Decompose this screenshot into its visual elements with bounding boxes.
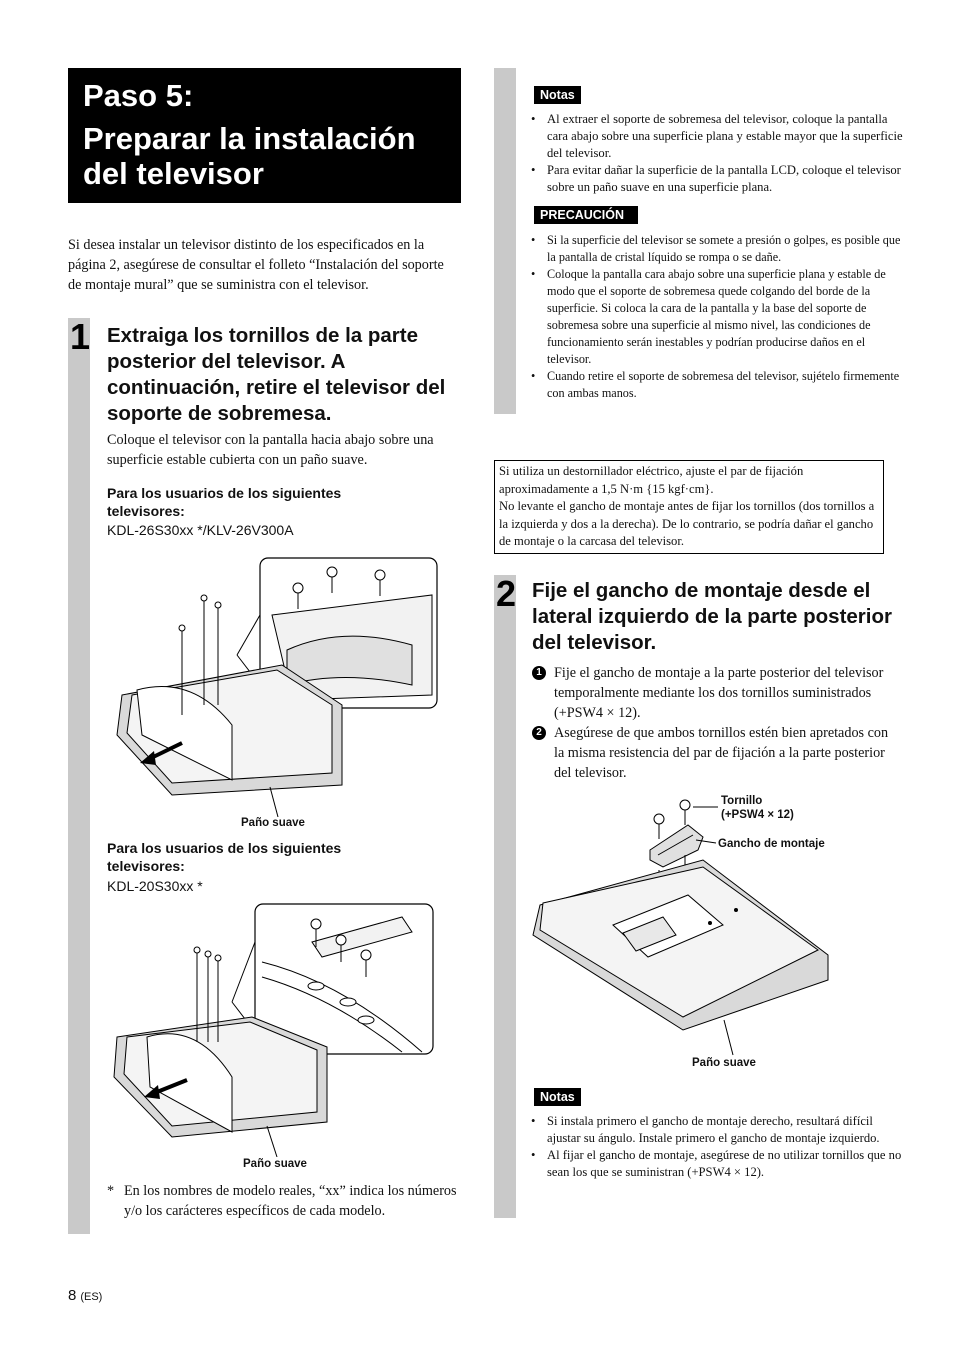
- footnote-text: En los nombres de modelo reales, “xx” indica los números y/o los carácteres específicos de cada modelo.: [124, 1183, 457, 1219]
- caption-screw-spec: (+PSW4 × 12): [721, 809, 794, 821]
- step2-number: 2: [496, 573, 517, 614]
- users-a-models: KDL-26S30xx */KLV-26V300A: [107, 522, 294, 538]
- tv-stand-removal-figure-b: [112, 902, 436, 1157]
- page-title-line2: Preparar la instalación: [83, 121, 416, 156]
- page-title-line1: Paso 5:: [83, 78, 194, 113]
- caption-screw: Tornillo: [721, 795, 763, 807]
- page-title-line3: del televisor: [83, 156, 264, 191]
- users-b-label: Para los usuarios de los siguientes televisores:: [107, 840, 342, 874]
- step1-bar: [68, 318, 90, 1234]
- notes-bottom-tag: [534, 1088, 581, 1106]
- caption-cloth-c: Paño suave: [692, 1057, 756, 1069]
- step2-bar: [494, 575, 516, 1218]
- step2-list: [532, 663, 890, 783]
- caption-cloth-a: Paño suave: [241, 817, 305, 829]
- number-badge: 2: [532, 726, 546, 740]
- warning-line2: No levante el gancho de montaje antes de fijar los tornillos (dos tornillos a la izquierda y dos a la derecha). De lo contrario, se podría dañar el gancho de montaje o la carcasa del televisor.: [499, 499, 875, 548]
- step1-text: Coloque el televisor con la pantalla hacia abajo sobre una superficie estable cubierta con un paño suave.: [107, 432, 434, 468]
- users-b-models: KDL-20S30xx *: [107, 878, 203, 894]
- list-item: • Al fijar el gancho de montaje, asegúrese de no utilizar tornillos que no sean los que se suministran (+PSW4 × 12).: [545, 1147, 905, 1181]
- caution-tag: [534, 206, 638, 224]
- list-item: • Cuando retire el soporte de sobremesa del televisor, sujételo firmemente con ambas manos.: [545, 368, 903, 402]
- notes-bottom-label: Notas: [534, 1088, 581, 1106]
- list-item: • Si instala primero el gancho de montaje derecho, resultará difícil ajustar su ángulo. Instale primero el gancho de montaje izquierdo.: [545, 1113, 905, 1147]
- list-item: • Coloque la pantalla cara abajo sobre una superficie plana y estable de modo que el soporte de sobremesa quede colgando del borde de la superficie. Si coloca la cara de la pantalla y la base del soporte de sobremesa sobre una superficie al mismo nivel, las condiciones de funcionamiento serán inestables y podrían producirse daños en el televisor.: [545, 266, 903, 368]
- list-item: [532, 663, 890, 723]
- tv-stand-removal-figure-a: [112, 555, 440, 817]
- page-lang: (ES): [80, 1291, 103, 1303]
- mounting-hook-figure: [528, 795, 834, 1057]
- intro-text: Si desea instalar un televisor distinto de los especificados en la página 2, asegúrese de consultar el folleto “Instalación del soporte de montaje mural” que se suministra con el televisor.: [68, 237, 444, 293]
- step1-number: 1: [70, 316, 91, 357]
- caution-list: [529, 232, 903, 402]
- caution-label: PRECAUCIÓN: [534, 206, 638, 224]
- notes-top-tag: [534, 86, 581, 104]
- notes-top-list: [529, 111, 903, 196]
- list-item: • Si la superficie del televisor se somete a presión o golpes, es posible que la pantalla de cristal líquido se rompa o se dañe.: [545, 232, 903, 266]
- page-title-box: [68, 68, 461, 203]
- list-item-text: Fije el gancho de montaje a la parte posterior del televisor temporalmente mediante los dos tornillos suministrados (+PSW4 × 12).: [554, 665, 884, 721]
- notes-top-label: Notas: [534, 86, 581, 104]
- list-item-text: Asegúrese de que ambos tornillos estén bien apretados con la misma resistencia del par de fijación a la parte posterior del televisor.: [554, 725, 889, 781]
- list-item: • Al extraer el soporte de sobremesa del televisor, coloque la pantalla cara abajo sobre una superficie plana y estable mayor que la superficie del televisor.: [545, 111, 903, 162]
- footnote-mark: *: [107, 1183, 115, 1199]
- notes-bottom-list: [529, 1113, 905, 1181]
- list-item: • Para evitar dañar la superficie de la pantalla LCD, coloque el televisor sobre un paño suave en una superficie plana.: [545, 162, 903, 196]
- torque-warning-box: [494, 460, 884, 554]
- page-number: 8: [68, 1287, 77, 1304]
- page-footer: [68, 1287, 102, 1305]
- warning-line1: Si utiliza un destornillador eléctrico, ajuste el par de fijación aproximadamente a 1,5 N·m {15 kgf·cm}.: [499, 464, 804, 496]
- users-a-label: Para los usuarios de los siguientes televisores:: [107, 485, 342, 519]
- caption-cloth-b: Paño suave: [243, 1158, 307, 1170]
- caption-hook: Gancho de montaje: [718, 838, 825, 850]
- step2-heading: Fije el gancho de montaje desde el lateral izquierdo de la parte posterior del televisor.: [532, 579, 892, 654]
- list-item: [532, 723, 890, 783]
- step1-heading: Extraiga los tornillos de la parte posterior del televisor. A continuación, retire el televisor del soporte de sobremesa.: [107, 324, 446, 425]
- number-badge: 1: [532, 666, 546, 680]
- notes-top-bar: [494, 68, 516, 414]
